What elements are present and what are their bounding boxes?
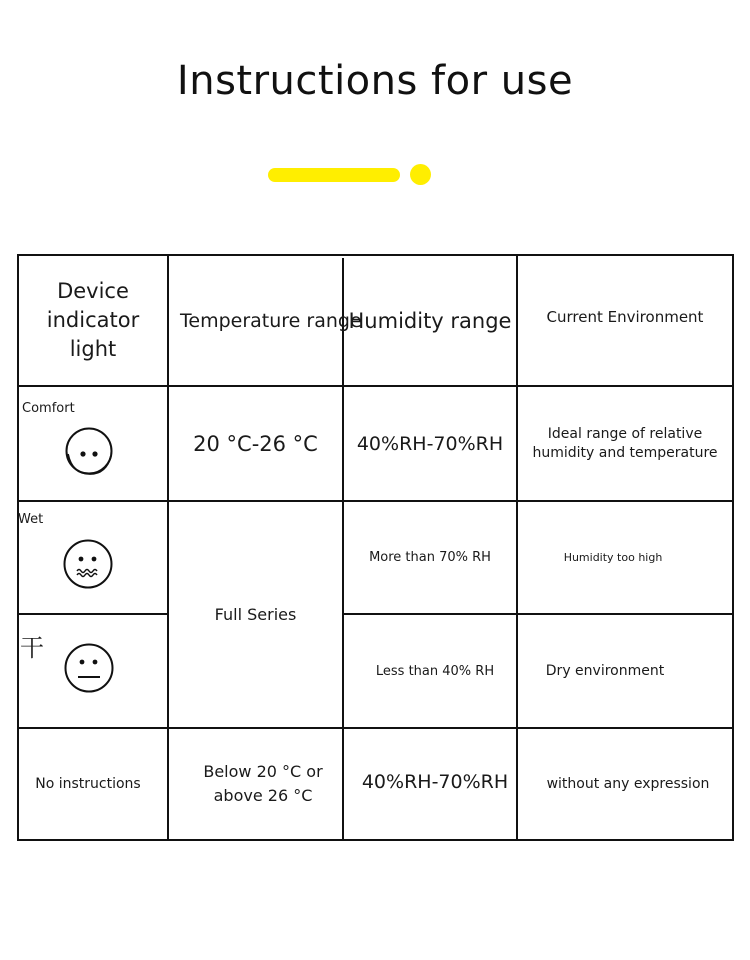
smiley-face-icon (64, 426, 116, 478)
humidity-value: Less than 40% RH (375, 663, 495, 679)
temperature-value: Below 20 °C or above 26 °C (203, 762, 323, 805)
environment-value: Humidity too high (563, 551, 663, 564)
environment-value: Ideal range of relative humidity and temperature (532, 425, 718, 461)
header-environment: Current Environment (546, 308, 704, 326)
indicator-label: 干 (20, 634, 44, 662)
temperature-value: Full Series (214, 605, 297, 624)
indicator-label: Comfort (22, 401, 75, 416)
humidity-value: 40%RH-70%RH (356, 432, 504, 455)
indicator-label: No instructions (35, 776, 141, 792)
table-line (17, 613, 169, 615)
title-underline-dot (410, 164, 431, 185)
humidity-value: More than 70% RH (369, 550, 491, 565)
environment-value: Dry environment (545, 663, 665, 679)
table-line (732, 254, 734, 841)
temperature-value: 20 °C-26 °C (193, 431, 318, 456)
header-temperature: Temperature range (180, 309, 362, 332)
flat-mouth-face-icon (63, 643, 115, 695)
environment-value: without any expression (546, 776, 710, 792)
page-title: Instructions for use (176, 58, 574, 104)
wavy-mouth-face-icon (62, 539, 114, 591)
indicator-label: Wet (18, 512, 44, 527)
title-underline-bar (268, 168, 400, 182)
humidity-value: 40%RH-70%RH (361, 771, 509, 793)
header-indicator: Device indicator light (46, 279, 140, 361)
header-humidity: Humidity range (348, 308, 512, 333)
table-line (17, 839, 734, 841)
